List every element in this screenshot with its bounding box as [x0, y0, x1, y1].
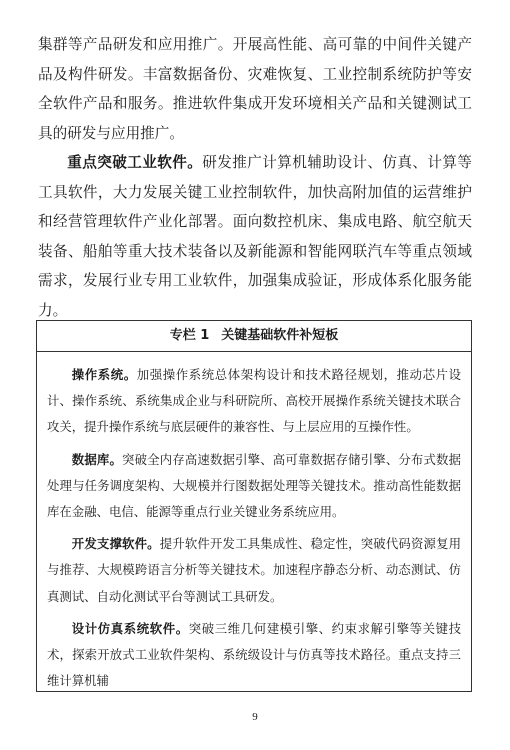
box-item-lead: 设计仿真系统软件。: [71, 620, 189, 636]
box-item-lead: 数据库。: [71, 451, 123, 467]
body-paragraph-2: [38, 148, 472, 326]
box-body: [37, 352, 471, 692]
box-item-lead: 操作系统。: [71, 367, 137, 382]
paragraph-body: 研发推广计算机辅助设计、仿真、计算等工具软件，大力发展关键工业控制软件，加快高附加值的运营维护和经营管理软件产业化部署。面向数控机床、集成电路、航空航天装备、船舶等重大技术装备以及新能源和智能网联汽车等重点领域需求，发展行业专用工业软件，加强集成验证，形成体系化服务能力。: [38, 154, 472, 319]
box-title-text: 关键基础软件补短板: [221, 328, 339, 343]
box-item: [47, 447, 461, 526]
box-title: [37, 321, 471, 352]
box-item-body: 加强操作系统总体架构设计和技术路径规划，推动芯片设计、操作系统、系统集成企业与科研院所、高校开展操作系统关键技术联合攻关，提升操作系统与底层硬件的兼容性、与上层应用的互操作性。: [47, 367, 462, 435]
box-item-body: 突破三维几何建模引擎、约束求解引擎等关键技术，探索开放式工业软件架构、系统级设计与仿真等技术路径。重点支持三维计算机辅: [47, 620, 462, 689]
box-item-body: 突破全内存高速数据引擎、高可靠数据存储引擎、分布式数据处理与任务调度架构、大规模并行图数据处理等关键技术。推动高性能数据库在金融、电信、能源等重点行业关键业务系统应用。: [47, 451, 462, 520]
feature-box: [36, 320, 472, 692]
box-item-body: 提升软件开发工具集成性、稳定性，突破代码资源复用与推荐、大规模跨语言分析等关键技术。加速程序静态分析、动态测试、仿真测试、自动化测试平台等测试工具研发。: [47, 536, 462, 604]
box-item: [47, 531, 461, 610]
page-number: 9: [252, 711, 258, 723]
box-title-prefix: 专栏 1: [169, 328, 210, 343]
body-paragraph-1: 集群等产品研发和应用推广。开展高性能、高可靠的中间件关键产品及构件研发。丰富数据备份、灾难恢复、工业控制系统防护等安全软件产品和服务。推进软件集成开发环境相关产品和关键测试工具的研发与应用推广。: [38, 36, 472, 142]
box-item-lead: 开发支撑软件。: [71, 536, 160, 552]
box-item: [47, 616, 461, 692]
box-item: [47, 362, 461, 441]
paragraph-lead: 重点突破工业软件。: [67, 154, 203, 171]
